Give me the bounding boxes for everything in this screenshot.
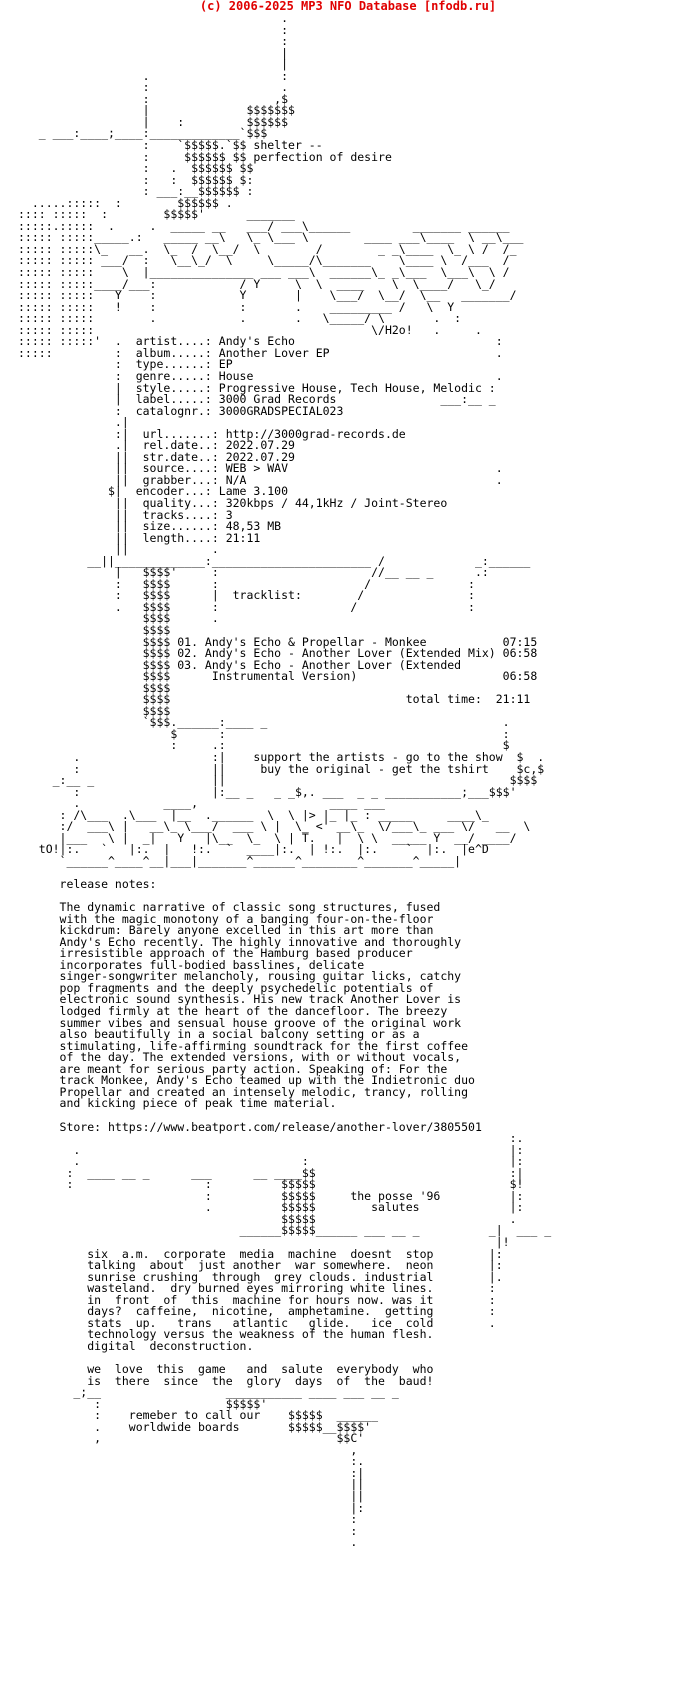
nfo-body: . : : | | . : : . : ,$ | $$$$$$$ | : $$$$$$ _ ___:____;____:_____________`$$$ : `$$$$$.`$$ shelter -- : $$$$$$ $$ perfection of desire : . $$$$$$ $$ : : $$$$$$ $: : ___:__$$$$$$ : .....::::: : $$$$$$ . :::: ::::: : $$$$$' _______ :::::.::::: . . _____ __ ___/ ___\______ _______ ______ ::::: :::::_____.: _____ __\ \_ \___ \ ____ ___\____ \ __\___ ::::: :::::\_ __. \_ / \__/ \ / _ _\____ \_ \ / /_ ::::: ::::: ___/ : \__\_/ \ \_____/\_______ \____ \ /___ / ::::: ::::: \ |_______________ ___ ___\ ______\_ _\___ \___\ \ / ::::: :::::____/___: / Y \ \ ____ \ \____/ \_/ ::::: ::::: Y : Y | \___/ \__/ \__ _______/ ::::: ::::: ! : : . _________ / \ Y ::::: ::::: . . . \_____/ \ . : ::::: ::::: \/H2o! . . ::::: :::::' . artist....: Andy's Echo : ::::: : album.....: Another Lover EP . : type......: EP : genre.....: House . | style.....: Progressive House, Tech House, Melodic : | label.....: 3000 Grad Records ___:__ _ : catalognr.: 3000GRADSPECIAL023 .| :| url.......: http://3000grad-records.de .| rel.date..: 2022.07.29 || str.date..: 2022.07.29 || source....: WEB > WAV . || grabber...: N/A . $| encoder...: Lame 3.100 || quality...: 320kbps / 44,1kHz / Joint-Stereo || tracks....: 3 || size......: 48,53 MB || length....: 21:11 || . __||_____________:_______________________ / _:______ | $$$$' : //__ __ _ .: : $$$$ : / : : $$$$ | tracklist: / : . $$$$ : / : $$$$ . $$$$ $$$$ 01. Andy's Echo & Propellar - Monkee 07:15 $$$$ 02. Andy's Echo - Another Lover (Extended Mix) 06:58 $$$$ 03. Andy's Echo - Another Lover (Extended $$$$ Instrumental Version) 06:58 $$$$ $$$$ total time: 21:11 $$$$ `$$$.______:____ _ . $ : : : .: $ . :| support the artists - go to the show $ . : || buy the original - get the tshirt $c,$ _:__ _ || $$$$ : |:__ _ _ _$,. ___ _ _ ___________;___$$$' . ____, ____ ___ : /\___ .\___ |__ .______ \ \ |> |_ |_ : _____ ____\_ :/ ___\ | __\_ \___/ ___ \ | \_ <' __\_ \/___\_ ___ \/ __ \ |___ \ | _| Y |\__ \_ \ | T. | \ \ _____ Y __/ ____/ tO!|:. ` |:. | !:. ` ____|:. | !:. |:. ` |:. |e^D `______^____^__|___|_______^______^________^_______^_____| release notes: The dynamic narrative of classic song structures, fused with the magic monotony of a banging four-on-the-floor kickdrum: Barely anyone excelled in this art more than Andy's Echo recently. The highly innovative and thoroughly irresistible approach of the Hamburg based producer incorporates full-bodied basslines, delicate singer-songwriter melancholy, rousing guitar licks, catchy pop fragments and the deeply psychedelic potentials of electronic sound synthesis. His new track Another Lover is lodged firmly at the heart of the dancefloor. The breezy summer vibes and sensual house groove of the original work also beautifully in a social balcony setting or as a stimulating, life-affirming soundtrack for the first coffee of the day. The extended versions, with or without vocals, are meant for serious party action. Speaking of: For the track Monkee, Andy's Echo teamed up with the Indietronic duo Propellar and created an intensely melodic, trancy, rolling and kicking piece of peak time material. Store: https://www.beatport.com/release/another-lover/3805501 :. . |: . : |: : ____ __ _ ___ __ ____$$ :| : : $$$$$ $! : $$$$$ the posse '96 |: . $$$$$ salutes |: $$$$$ . ______$$$$$______ ___ __ _ _| ___ _ |! six a.m. corporate media machine doesnt stop |: talking about just another war somewhere. neon |: sunrise crushing through grey clouds. industrial |. wasteland. dry burned eyes mirroring white lines. : in front of this machine for hours now. was it : days? caffeine, nicotine, amphetamine. getting : stats up. trans atlantic glide. ice cold . technology versus the weakness of the human flesh. digital deconstruction. we love this game and salute everybody who is there since the glory days of the baud! _;__ ___________ ____ ___ __ _ : $$$$$' : remeber to call our $$$$$ ______ . worldwide boards $$$$$__$$$$' , $$C' , :. :| || || |: : : . [18,11,552,1550]
copyright-banner: (c) 2006-2025 MP3 NFO Database [nfodb.ru] [199,0,497,13]
